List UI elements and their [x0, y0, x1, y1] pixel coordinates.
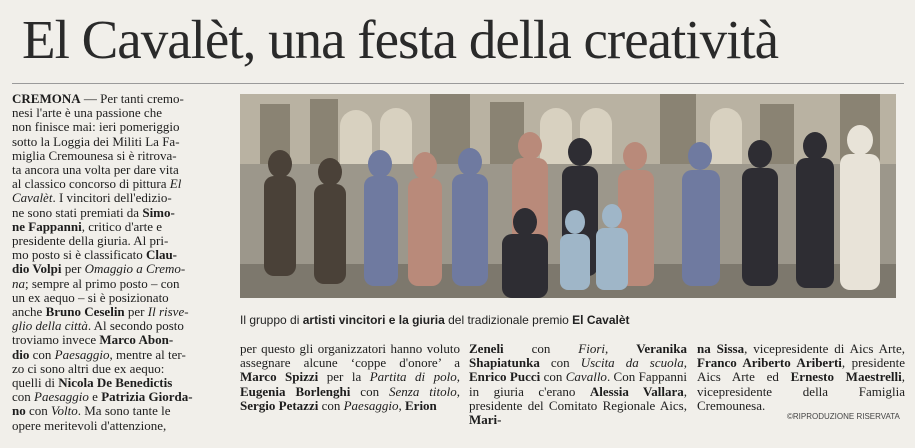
article-column-4: na Sissa, vicepresidente di Aics Arte, Franco Ariberto Ariberti, presidente Aics Arte ed Ernesto Maestrelli, vicepresidente della Famiglia Cremounesa.: [697, 341, 906, 413]
article-line: opere meritevoli d'attenzione,: [12, 417, 167, 433]
article-line: troviamo invece Marco Abon-: [12, 332, 174, 348]
article-line: CREMONA — Per tanti cremo-: [12, 91, 184, 106]
article-line: na; sempre al primo posto – con: [12, 275, 180, 291]
article-line: dio Volpi per Omaggio a Cremo-: [12, 261, 186, 277]
article-line: zo ci sono altri due ex aequo:: [12, 360, 165, 376]
article-column-3: Zeneli con Fiori, Veranika Shapiatunka con Uscita da scuola, Enrico Pucci con Cavallo. Con Fappanni in giuria c'erano Alessia Vallara, presidente del Comitato Regionale Aics, Mari-: [469, 341, 687, 428]
article-line: ne sono stati premiati da Simo-: [12, 204, 175, 220]
article-line: miglia Cremounesa si è ritrova-: [12, 147, 177, 163]
copyright-notice: ©RIPRODUZIONE RISERVATA: [787, 412, 900, 421]
article-line: presidente della giuria. Al pri-: [12, 233, 169, 249]
article-line: con Paesaggio e Patrizia Giorda-: [12, 389, 193, 405]
group-photo: [240, 94, 896, 298]
article-line: sotto la Loggia dei Militi La Fa-: [12, 133, 180, 149]
headline: El Cavalèt, una festa della creatività: [22, 9, 779, 70]
article-line: al classico concorso di pittura El: [12, 176, 182, 192]
article-line: non finisce mai: ieri pomeriggio: [12, 119, 180, 135]
article-line: glio della città. Al secondo posto: [12, 318, 184, 334]
article-line: no con Volto. Ma sono tante le: [12, 403, 171, 419]
article-line: quelli di Nicola De Benedictis: [12, 375, 173, 391]
article-column-2: per questo gli organizzatori hanno voluto assegnare alcune ‘coppe d'onore’ a Marco Spizzi per la Partita di polo, Eugenia Borlenghi con Senza titolo, Sergio Petazzi con Paesaggio, Erion: [240, 341, 460, 413]
article-column-1: [12, 92, 232, 433]
article-line: mo posto si è classificato Clau-: [12, 247, 178, 263]
article-line: ne Fappanni, critico d'arte e: [12, 218, 163, 234]
article-line: dio con Paesaggio, mentre al ter-: [12, 346, 186, 362]
photo-caption: Il gruppo di artisti vincitori e la giuria del tradizionale premio El Cavalèt: [240, 313, 630, 327]
group-photo-image: [240, 94, 896, 298]
article-line: Cavalèt. I vincitori dell'edizio-: [12, 190, 172, 206]
article-line: un ex aequo – si è posizionato: [12, 289, 169, 305]
article-line: anche Bruno Ceselin per Il risve-: [12, 304, 189, 320]
article-line: ta ancora una volta per dare vita: [12, 162, 179, 178]
article-line: nesi l'arte è una passione che: [12, 105, 162, 121]
headline-rule: [12, 83, 904, 84]
